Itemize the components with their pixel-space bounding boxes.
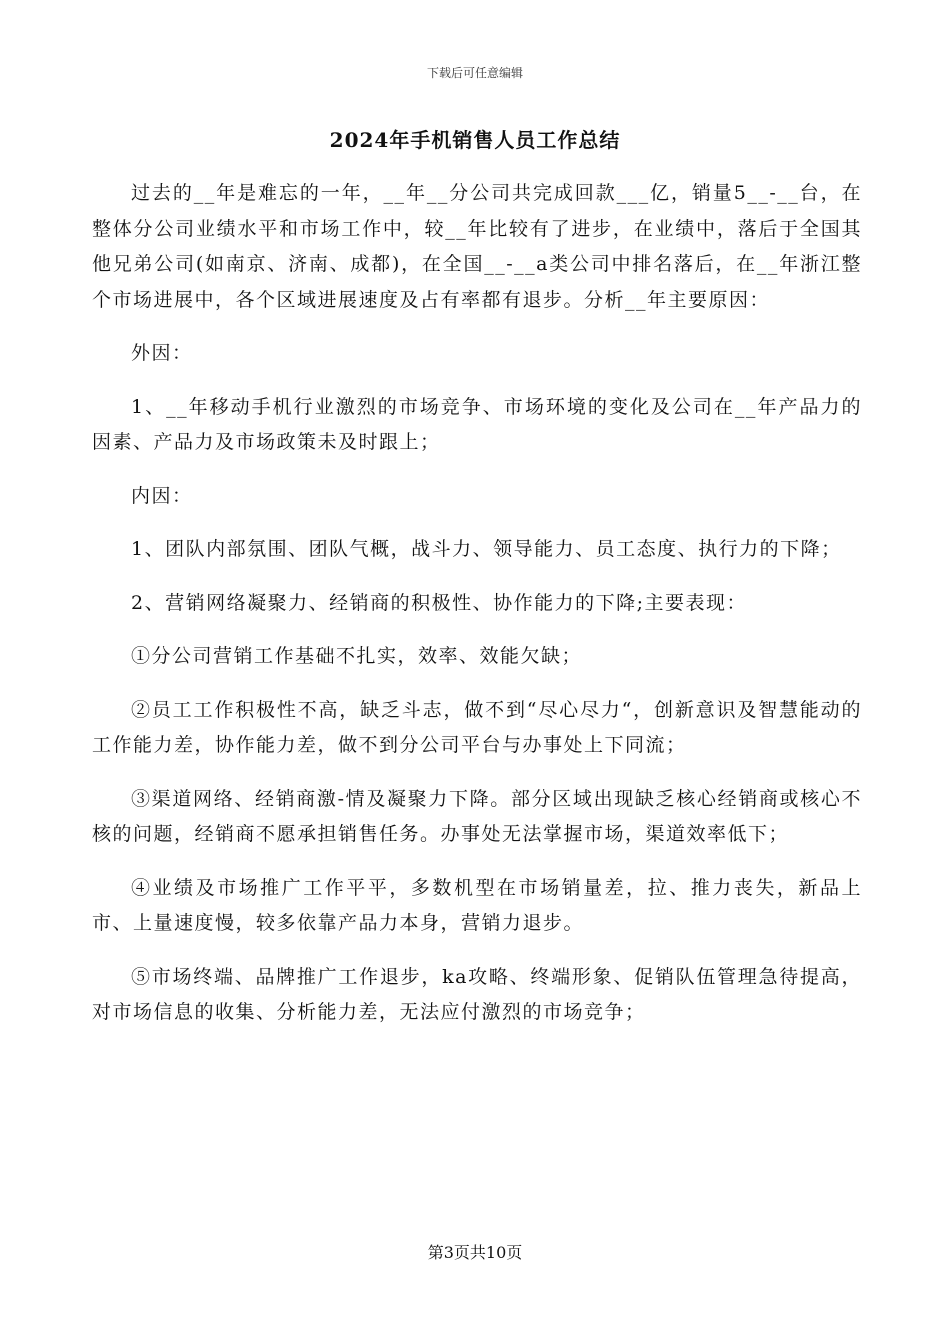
document-title: 2024年手机销售人员工作总结 [329,128,621,152]
internal-cause-item: 2、营销网络凝聚力、经销商的积极性、协作能力的下降;主要表现： [131,591,747,614]
internal-causes-heading: 内因： [131,484,193,507]
internal-cause-item: 1、团队内部氛围、团队气概，战斗力、领导能力、员工态度、执行力的下降； [131,538,842,560]
manifestation-item: ②员工工作积极性不高，缺乏斗志，做不到“尽心尽力“，创新意识及智慧能动的工作能力差，协作能力差，做不到分公司平台与办事处上下同流； [92,698,862,756]
manifestation-item: ①分公司营销工作基础不扎实，效率、效能欠缺； [131,645,583,667]
page-number: 第3页共10页 [427,1243,523,1262]
external-cause-item: 1、__年移动手机行业激烈的市场竞争、市场环境的变化及公司在__年产品力的因素、产品力及市场政策未及时跟上； [92,395,862,453]
external-causes-heading: 外因： [131,342,193,364]
document-body [92,176,862,1031]
manifestation-item: ⑤市场终端、品牌推广工作退步，ka攻略、终端形象、促销队伍管理急待提高，对市场信息的收集、分析能力差，无法应付激烈的市场竞争； [92,965,862,1023]
header-note: 下载后可任意编辑 [426,66,523,80]
manifestation-item: ④业绩及市场推广工作平平，多数机型在市场销量差，拉、推力丧失，新品上市、上量速度慢，较多依靠产品力本身，营销力退步。 [92,876,862,934]
intro-paragraph: 过去的__年是难忘的一年，__年__分公司共完成回款___亿，销量5__-__台，在整体分公司业绩水平和市场工作中，较__年比较有了进步，在业绩中，落后于全国其他兄弟公司(如南京、济南、成都)，在全国__-__a类公司中排名落后，在__年浙江整个市场进展中，各个区域进展速度及占有率都有退步。分析__年主要原因： [92,182,862,311]
manifestation-item: ③渠道网络、经销商激-情及凝聚力下降。部分区域出现缺乏核心经销商或核心不核的问题，经销商不愿承担销售任务。办事处无法掌握市场，渠道效率低下； [92,787,862,845]
